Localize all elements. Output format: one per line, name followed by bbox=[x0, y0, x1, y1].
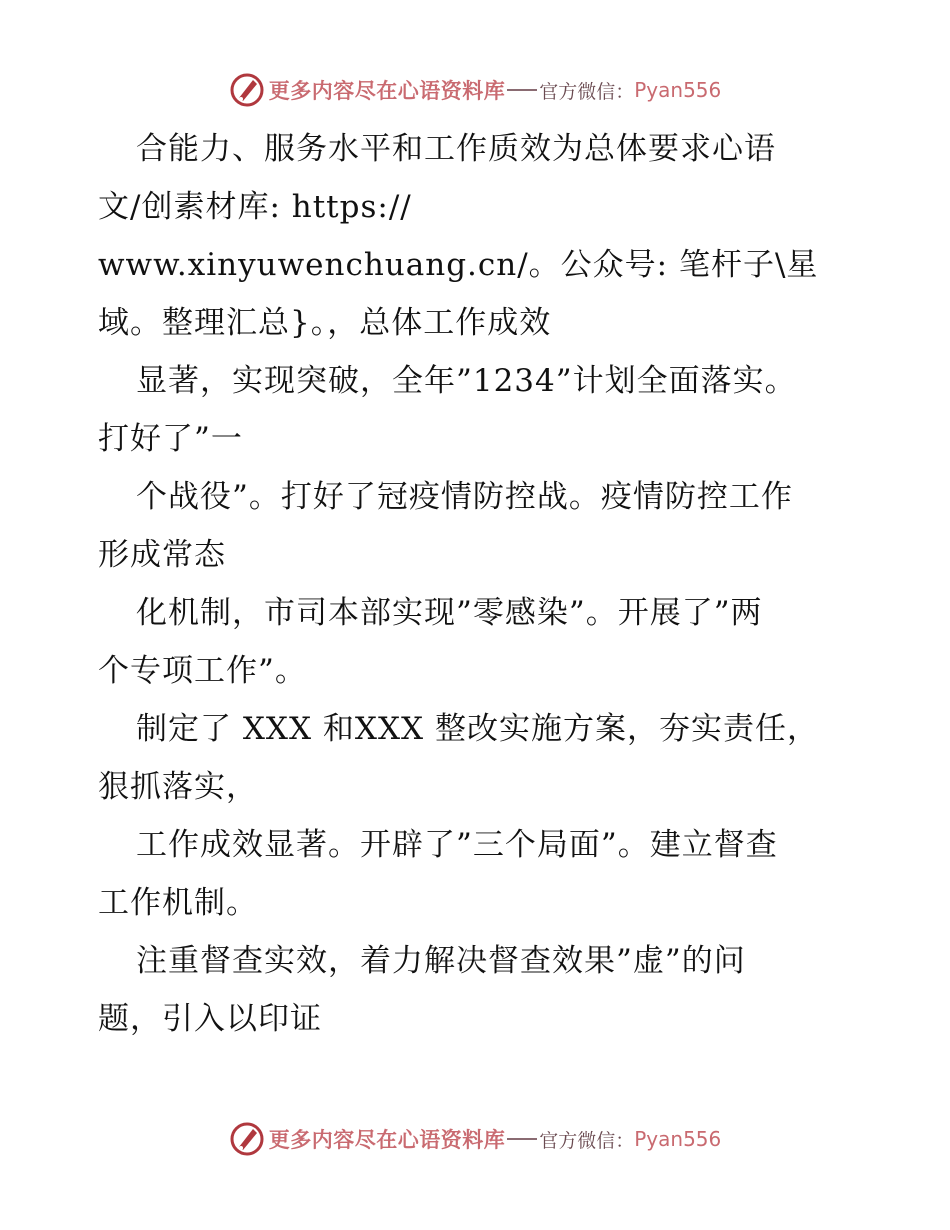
pen-logo-icon bbox=[229, 1121, 265, 1157]
text-line: 个战役”。打好了冠疫情防控战。疫情防控工作 bbox=[136, 479, 793, 515]
banner-dash bbox=[507, 1138, 537, 1140]
text-line: 合能力、服务水平和工作质效为总体要求心语 bbox=[136, 131, 776, 167]
text-line: 制定了 XXX 和XXX 整改实施方案，夯实责任， bbox=[136, 711, 819, 747]
banner-wechat-label: 官方微信： bbox=[539, 80, 635, 103]
banner-wechat-id: Pyan556 bbox=[634, 1127, 722, 1151]
pen-logo-icon bbox=[229, 72, 265, 108]
text-line: 显著，实现突破，全年”1234”计划全面落实。 bbox=[136, 363, 797, 399]
banner-dash bbox=[507, 89, 537, 91]
banner-wechat-id: Pyan556 bbox=[634, 78, 722, 102]
text-line: 文/创素材库: https:// bbox=[98, 189, 412, 225]
text-line: 狠抓落实， bbox=[98, 769, 258, 805]
footer-banner bbox=[0, 1117, 950, 1161]
text-line: 题，引入以印证 bbox=[98, 1001, 322, 1037]
text-line: 化机制，市司本部实现”零感染”。开展了”两 bbox=[136, 595, 763, 631]
text-line: 注重督查实效，着力解决督查效果”虚”的问 bbox=[136, 943, 746, 979]
document-body bbox=[98, 120, 888, 1048]
text-line: 形成常态 bbox=[98, 537, 226, 573]
text-line: 域。整理汇总}。，总体工作成效 bbox=[98, 305, 552, 341]
text-line: 工作成效显著。开辟了”三个局面”。建立督查 bbox=[136, 827, 778, 863]
text-line: 打好了”一 bbox=[98, 421, 243, 457]
text-line: 工作机制。 bbox=[98, 885, 258, 921]
banner-text: 更多内容尽在心语资料库 bbox=[268, 1127, 506, 1152]
header-banner bbox=[0, 68, 950, 112]
banner-text: 更多内容尽在心语资料库 bbox=[268, 78, 506, 103]
text-line: www.xinyuwenchuang.cn/。公众号: 笔杆子\星 bbox=[98, 247, 819, 283]
text-line: 个专项工作”。 bbox=[98, 653, 307, 689]
banner-wechat-label: 官方微信： bbox=[539, 1129, 635, 1152]
